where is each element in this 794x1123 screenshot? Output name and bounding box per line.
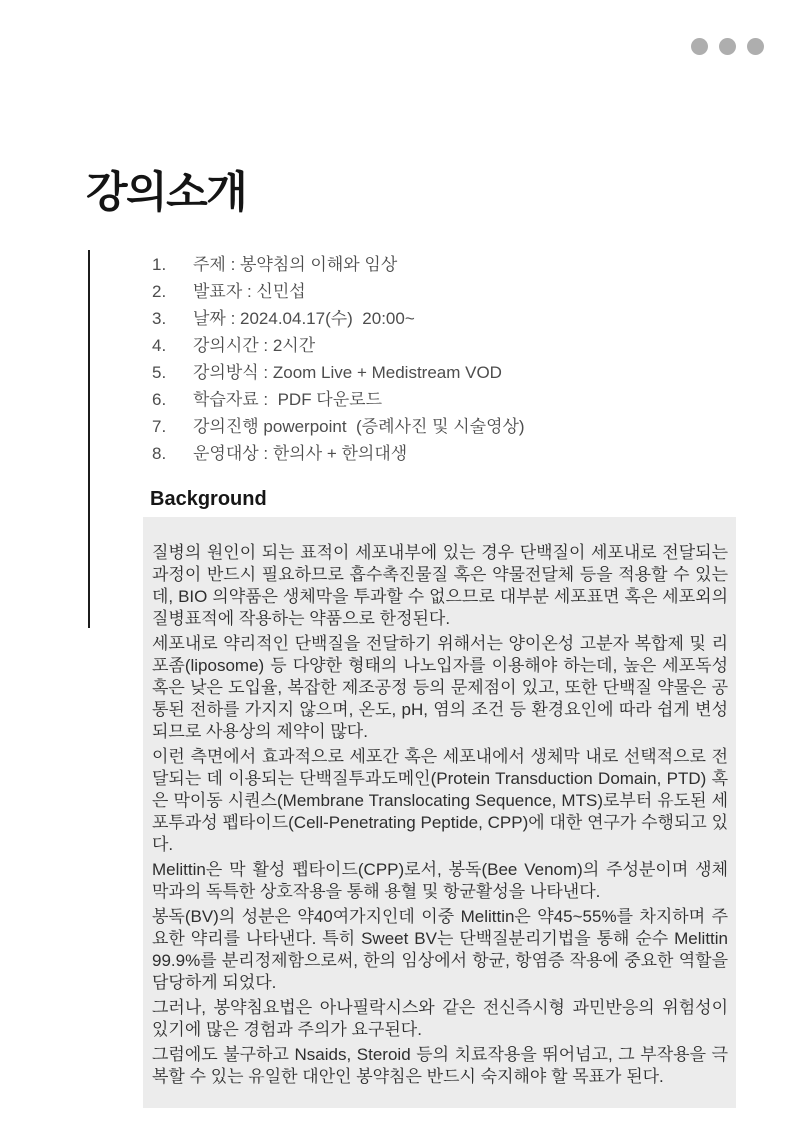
three-dots-icon [691,38,764,55]
list-item-number: 6. [152,390,167,409]
list-item-text: 주제 : 봉약침의 이해와 임상 [193,255,398,274]
list-item-text: 강의시간 : 2시간 [193,336,316,355]
list-item [152,386,712,413]
lecture-info-list [152,251,712,467]
background-heading: Background [150,488,267,510]
list-item-text: 날짜 : 2024.04.17(수) 20:00~ [193,309,415,328]
list-item [152,251,712,278]
list-item-text: 강의방식 : Zoom Live + Medistream VOD [193,363,502,382]
background-paragraph: 봉독(BV)의 성분은 약40여가지인데 이중 Melittin은 약45~55%를 차지하며 주요한 약리를 나타낸다. 특히 Sweet BV는 단백질분리기법을 통해 순수 Melittin 99.9%를 분리정제함으로써, 한의 임상에서 항균, 항염증 작용에 중요한 역할을 담당하게 되었다. [152,907,728,992]
list-item-number: 7. [152,417,167,436]
list-item [152,440,712,467]
list-item [152,305,712,332]
accent-line [88,250,90,628]
list-item [152,278,712,305]
background-panel [143,517,736,1108]
background-paragraph: 세포내로 약리적인 단백질을 전달하기 위해서는 양이온성 고분자 복합제 및 리포좀(liposome) 등 다양한 형태의 나노입자를 이용해야 하는데, 높은 세포독성 혹은 낮은 도입율, 복잡한 제조공정 등의 문제점이 있고, 또한 단백질 약물은 공통된 전하를 가지지 않으며, 온도, pH, 염의 조건 등 환경요인에 따라 쉽게 변성되므로 사용상의 제약이 많다. [152,634,728,741]
background-paragraph: 질병의 원인이 되는 표적이 세포내부에 있는 경우 단백질이 세포내로 전달되는 과정이 반드시 필요하므로 흡수촉진물질 혹은 약물전달체 등을 적용할 수 있는데, BIO 의약품은 생체막을 투과할 수 없으므로 대부분 세포표면 혹은 세포외의 질병표적에 작용하는 약품으로 한정된다. [152,543,728,628]
list-item [152,413,712,440]
list-item-number: 1. [152,255,167,274]
list-item-text: 발표자 : 신민섭 [193,282,306,301]
list-item-number: 3. [152,309,167,328]
list-item-number: 4. [152,336,167,355]
page-title: 강의소개 [86,168,247,217]
background-paragraph: 그러나, 봉약침요법은 아나필락시스와 같은 전신즉시형 과민반응의 위험성이 있기에 많은 경험과 주의가 요구된다. [152,998,728,1039]
background-paragraph: 그럼에도 불구하고 Nsaids, Steroid 등의 치료작용을 뛰어넘고, 그 부작용을 극복할 수 있는 유일한 대안인 봉약침은 반드시 숙지해야 할 목표가 된다. [152,1045,728,1086]
list-item [152,332,712,359]
dot-icon [747,38,764,55]
list-item-text: 운영대상 : 한의사 + 한의대생 [193,444,408,463]
background-paragraph: Melittin은 막 활성 펩타이드(CPP)로서, 봉독(Bee Venom)의 주성분이며 생체막과의 독특한 상호작용을 통해 용혈 및 항균활성을 나타낸다. [152,860,728,901]
background-paragraph: 이런 측면에서 효과적으로 세포간 혹은 세포내에서 생체막 내로 선택적으로 전달되는 데 이용되는 단백질투과도메인(Protein Transduction Domain, PTD) 혹은 막이동 시퀀스(Membrane Translocating Sequence, MTS)로부터 유도된 세포투과성 펩타이드(Cell-Penetrating Peptide, CPP)에 대한 연구가 수행되고 있다. [152,747,728,854]
list-item [152,359,712,386]
list-item-text: 학습자료 : PDF 다운로드 [193,390,382,409]
list-item-number: 8. [152,444,167,463]
dot-icon [719,38,736,55]
list-item-number: 2. [152,282,167,301]
list-item-number: 5. [152,363,167,382]
list-item-text: 강의진행 powerpoint (증례사진 및 시술영상) [193,417,525,436]
dot-icon [691,38,708,55]
